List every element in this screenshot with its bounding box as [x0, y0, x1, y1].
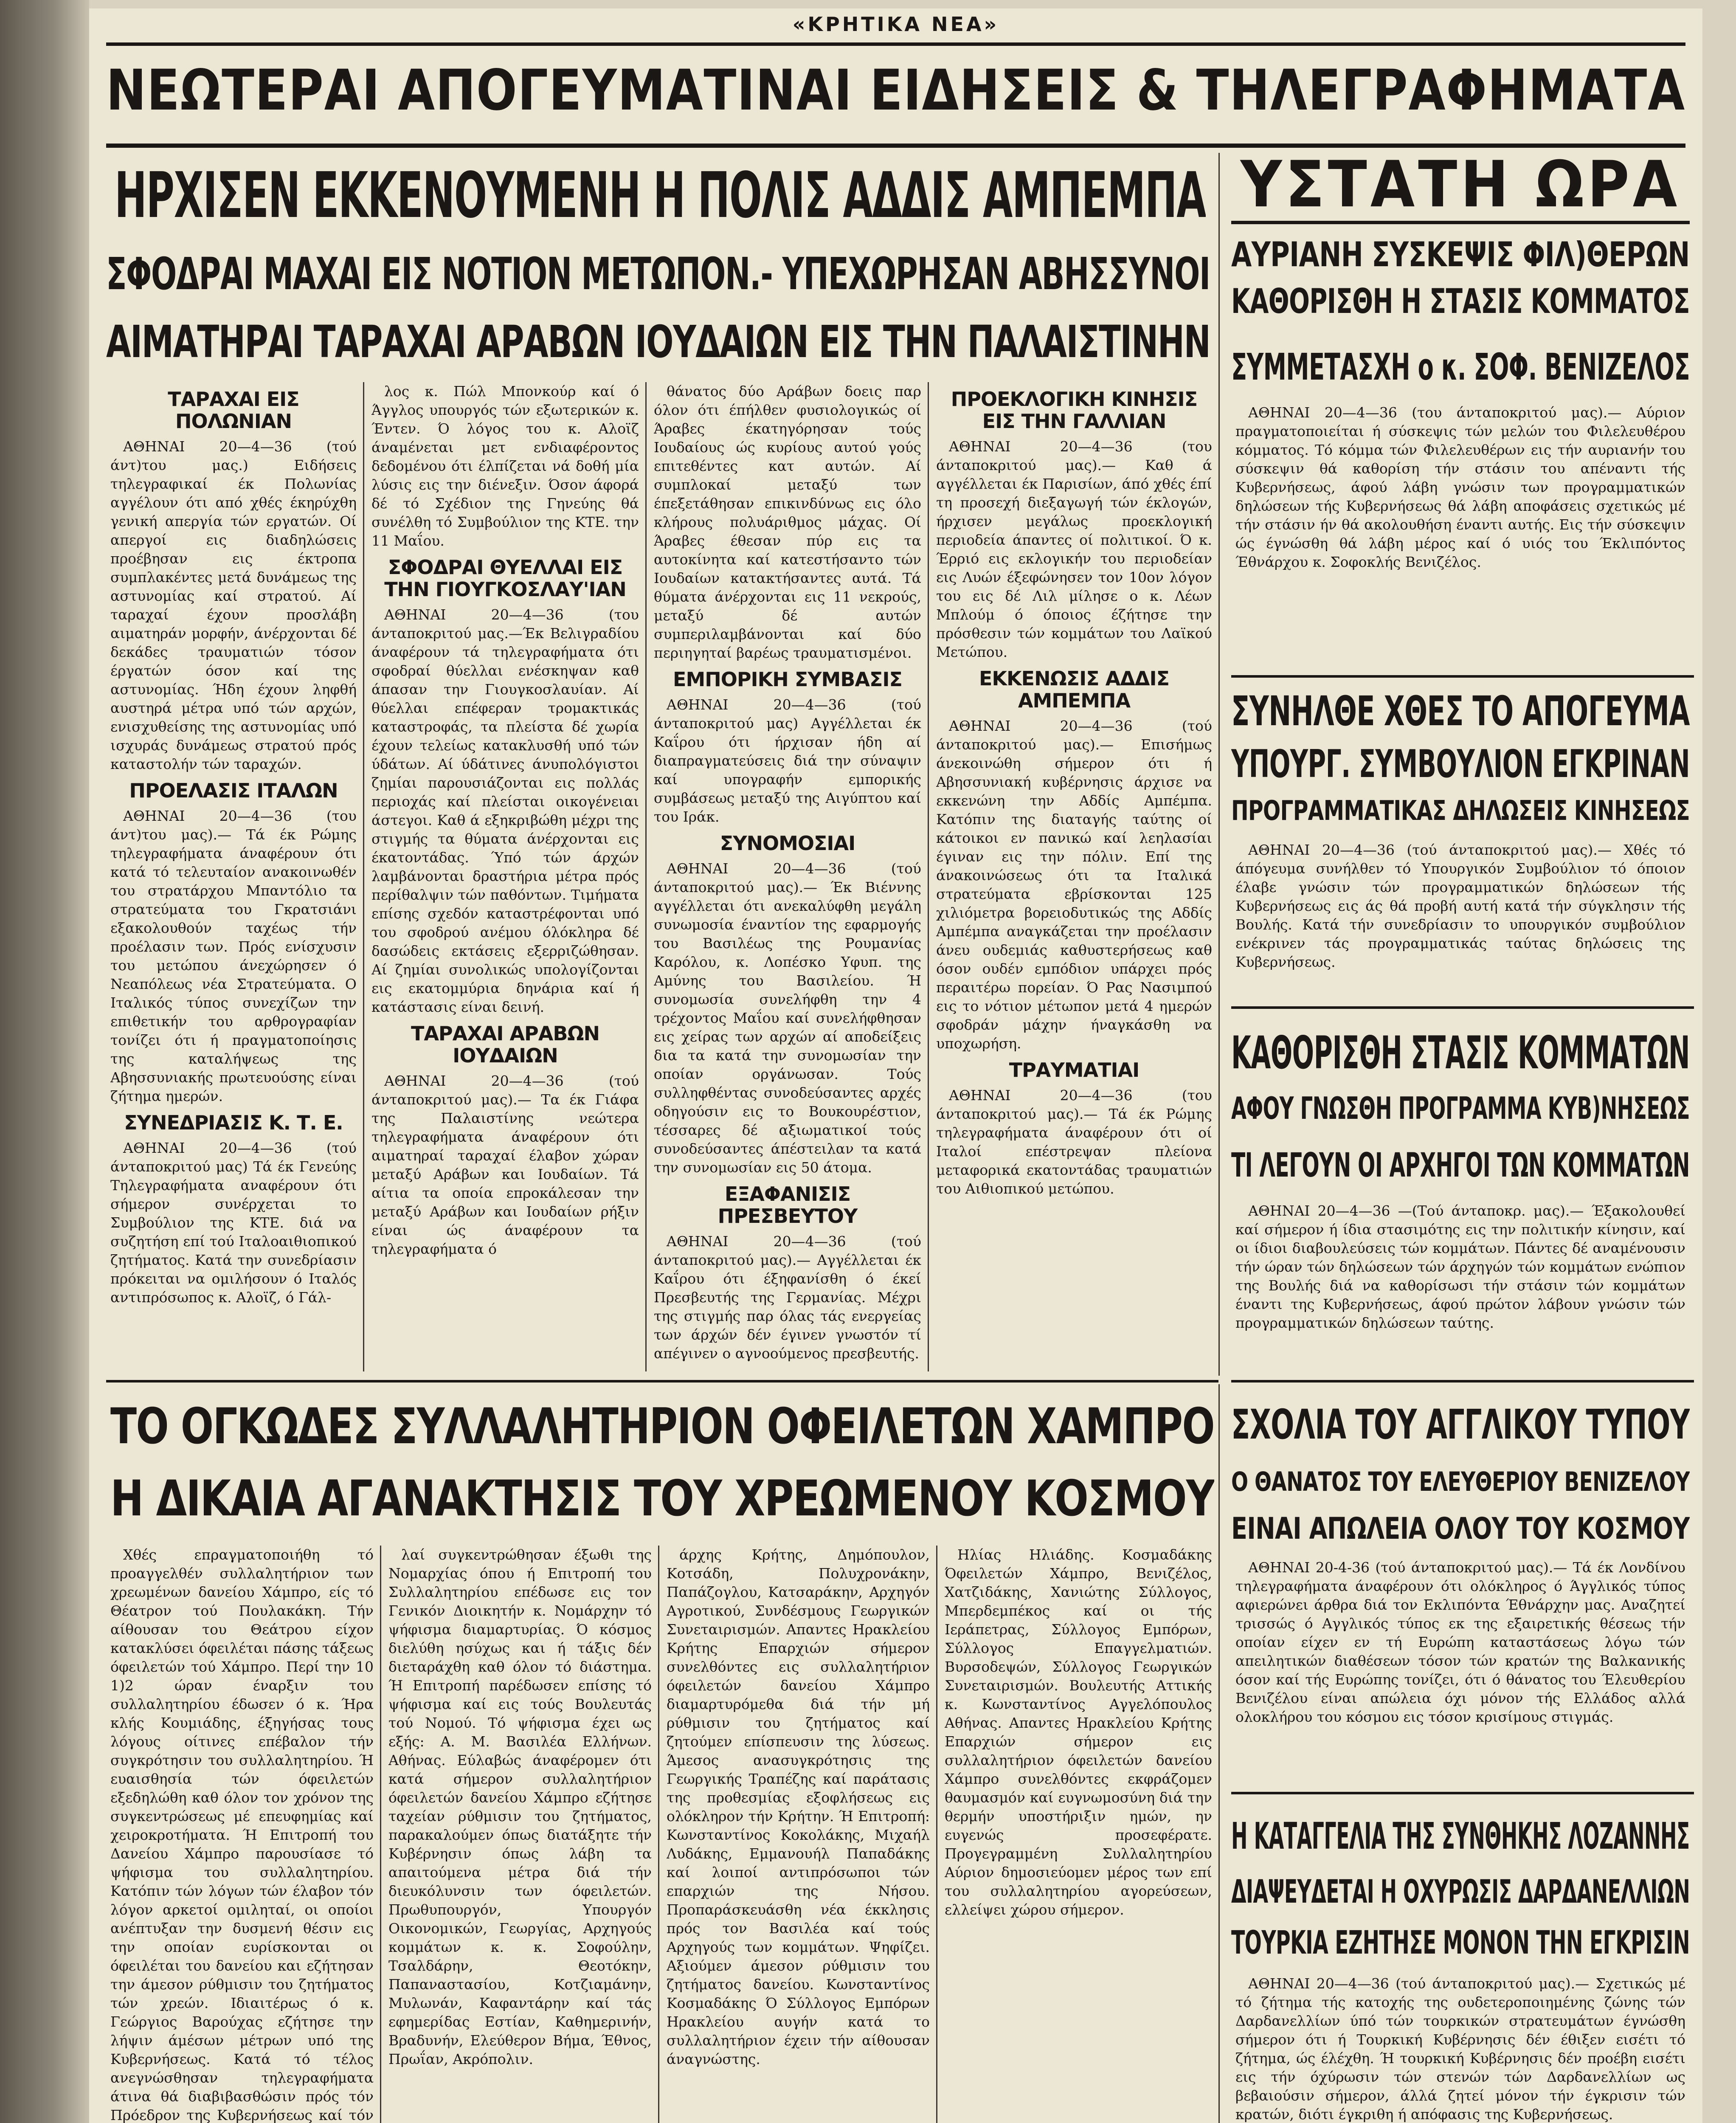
- late-news-headline-3: ΣΥΜΜΕΤΑΣΧΗ ο κ. ΣΟΦ. ΒΕΝΙΖΕΛΟΣ: [1231, 346, 1690, 389]
- column-rule: [645, 382, 647, 1371]
- column-4-headline-3: ΤΡΑΥΜΑΤΙΑΙ: [1009, 1059, 1140, 1081]
- lead-headline-2: ΣΦΟΔΡΑΙ ΜΑΧΑΙ ΕΙΣ ΝΟΤΙΟΝ ΜΕΤΩΠΟΝ.- ΥΠΕΧΩΡΗΣΑΝ ΑΒΗΣΣΥΝΟΙ: [106, 248, 1210, 300]
- section-divider: [1231, 1792, 1694, 1794]
- cabinet-headline-1: ΣΥΝΗΛΘΕ ΧΘΕΣ ΤΟ ΑΠΟΓΕΥΜΑ: [1231, 687, 1690, 735]
- rally-column-3: άρχης Κρήτης, Δημόπουλον, Κοτσάδη, Πολυχρονάκην, Παπάζογλου, Κατσαράκην, Αρχηγόν Αγροτικού, Συνδέσμους Γεωργικών Συνεταιρισμών. Απαντες Ηρακλείου Κρήτης Επαρχιών σήμερον συνελθόντες εις συλλαλητήριον όφειλετών δανείου Χάμπρο διαμαρτυρόμεθα διά τήν μή ρύθμισιν του ζητήματος καί ζητούμεν επίσπευσιν της λύσεως. Άμεσος ανασυγκρότησις της Γεωργικής Τραπέζης καί παράτασις της προθεσμίας εξοφλήσεως εις ολόκληρον τήν Κρήτην. Ή Επιτροπή: Κωνσταντίνος Κοκολάκης, Μιχαήλ Λυδάκης, Εμμανουήλ Παπαδάκης καί λοιποί αντιπρόσωποι τών επαρχιών της Νήσου. Προπαράσκευάσθη νέα έκκλησις πρός τον Βασιλέα καί τούς Αρχηγούς των κομμάτων. Ψηφίζει. Αξιούμεν άμεσον ρύθμισιν του ζητήματος δανείου. Κωνσταντίνος Κοσμαδάκης Ό Σύλλογος Εμπόρων Ηρακλείου αυγήν κατά το συλλαλητήριον έχειν τήν αίθουσαν άναγνώστης.: [667, 1546, 930, 2067]
- late-news-headline-2: ΚΑΘΟΡΙΣΘΗ Η ΣΤΑΣΙΣ ΚΟΜΜΑΤΟΣ: [1231, 282, 1690, 321]
- newspaper-page: [89, 8, 1702, 2123]
- column-2-headline-2: ΤΑΡΑΧΑΙ ΑΡΑΒΩΝ ΙΟΥΔΑΙΩΝ: [411, 1022, 600, 1067]
- cabinet-headline-3: ΠΡΟΓΡΑΜΜΑΤΙΚΑΣ ΔΗΛΩΣΕΙΣ ΚΙΝΗΣΕΩΣ: [1231, 795, 1690, 827]
- rally-column-2: λαί συγκεντρώθησαν έξωθι της Νομαρχίας όπου ή Επιτροπή του Συλλαλητηρίου επέδωσε εις τον Γενικόν Διοικητήν κ. Νομάρχην τό ψήφισμα διαμαρτυρίας. Ό κόσμος διελύθη ησύχως και ή τάξις δέν διεταράχθη καθ όλον τό διάστημα. Ή Επιτροπή παρέδωσεν επίσης τό ψήφισμα καί εις τούς Βουλευτάς τού Νομού. Τό ψήφισμα έχει ως εξής: Α. Μ. Βασιλέα Ελλήνων. Αθήνας. Εύλαβώς άναφέρομεν ότι κατά σήμερον συλλαλητήριον όφειλετών δανείου Χάμπρο εζήτησε ταχείαν ρύθμισιν του ζητήματος, παρακαλούμεν όπως διατάξητε τήν Κυβέρνησιν όπως λάβη τα απαιτούμενα μέτρα διά τήν διευκόλυνσιν των όφειλετών. Πρωθυπουργόν, Υπουργόν Οικονομικών, Γεωργίας, Αρχηγούς κομμάτων κ. κ. Σοφούλην, Τσαλδάρην, Θεοτόκην, Παπαναστασίου, Κοτζιαμάνην, Μυλωνάν, Καφαντάρην καί τάς εφημερίδας Εστίαν, Καθημερινήν, Βραδυνήν, Ελεύθερον Βήμα, Έθνος, Πρωΐαν, Ακρόπολιν.: [388, 1546, 652, 2067]
- rally-column-4: Ηλίας Ηλιάδης. Κοσμαδάκης Όφειλετών Χάμπρο, Βενιζέλος, Χατζιδάκης, Χανιώτης Σύλλογος, Μπερδεμπέκος καί οι τής Ιεράπετρας, Σύλλογος Εμπόρων, Σύλλογος Επαγγελματιών. Βυρσοδεψών, Σύλλογος Γεωργικών Συνεταιρισμών. Βουλευτής Αττικής κ. Κωνσταντίνος Αγγελόπουλος Αθήνας. Απαντες Ηρακλείου Κρήτης Επαρχιών σήμερον εις συλλαλητήριον όφειλετών δανείου Χάμπρο συνελθόντες εκφράζομεν θαυμασμόν καί ευγνωμοσύνη διά την θερμήν υποστήριξιν ημών, ην ευγενώς προσεφέρατε. Προγεγραμμένη Συλλαλητηρίου Αύριον δημοσιεύομεν μέρος των επί του συλλαλητηρίου αγορεύσεων, ελλείψει χώρου σήμερον.: [945, 1546, 1212, 1918]
- news-column-4: ΠΡΟΕΚΛΟΓΙΚΗ ΚΙΝΗΣΙΣ ΕΙΣ ΤΗΝ ΓΑΛΛΙΑΝ ΑΘΗΝΑΙ 20—4—36 (του άνταποκριτού μας).— Καθ ά αγγέλλεται έκ Παρισίων, άπό χθές έπί τη προσεχή διεξαγωγή τών έκλογών, ήρχισεν μεγάλως προεκλογική περιοδεία άπαντες οί πολιτικοί. Ό κ. Έρριό εις εκλογικήν του περιοδείαν εις Λυών έξεφώνησεν τον 10ον λόγον του εις δέ Λιλ μίλησε ο κ. Λέων Μπλούμ ό όποιος έζήτησε την πρόσθεσιν τών κομμάτων του Λαϊκού Μετώπου. ΕΚΚΕΝΩΣΙΣ ΑΔΔΙΣ ΑΜΠΕΜΠΑ ΑΘΗΝΑΙ 20—4—36 (τού άνταποκριτού μας).— Επισήμως άνεκοινώθη σήμερον ότι ή Αβησσυνιακή κυβέρνησις άρχισε να εκκενώνη την Αδδίς Αμπέμπα. Κατόπιν της διαταγής ταύτης οί κάτοικοι εν πανικώ καί λεηλασίαι έγιναν εις την πόλιν. Επί της άνακοινώσεως ότι τα Ιταλικά στρατεύματα εβρίσκονται 125 χιλιόμετρα βορειοδυτικώς της Αδδίς Αμπέμπα αναγκάζεται την προέλασιν άνευ ουδεμιάς καθυστερήσεως καθ όσον ουδέν εμπόδιον υπάρχει πρός περαιτέρω πορείαν. Ό Ρας Νασιμπού εις το νότιον μέτωπον μετά 4 ημερών σφοδράν μάχην ήναγκάσθη να υποχωρήση. ΤΡΑΥΜΑΤΙΑΙ ΑΘΗΝΑΙ 20—4—36 (του άνταποκριτού μας).— Τά έκ Ρώμης τηλεγραφήματα άναφέρουν ότι οί Ιταλοί επέστρεψαν πλείονα μεταφορικά εκατοντάδας τραυματιών του Αιθιοπικού μετώπου.: [936, 388, 1212, 1197]
- rally-headline-1: ΤΟ ΟΓΚΩΔΕΣ ΣΥΛΛΑΛΗΤΗΡΙΟΝ ΟΦΕΙΛΕΤΩΝ ΧΑΜΠΡΟ: [110, 1398, 1214, 1455]
- parties-headline-2: ΑΦΟΥ ΓΝΩΣΘΗ ΠΡΟΓΡΑΜΜΑ ΚΥΒ)ΝΗΣΕΩΣ: [1231, 1090, 1690, 1126]
- column-1-headline-1: ΤΑΡΑΧΑΙ ΕΙΣ ΠΟΛΩΝΙΑΝ: [168, 388, 299, 433]
- column-rule: [1218, 153, 1220, 1376]
- column-rule: [1218, 1384, 1220, 2123]
- parties-headline-3: ΤΙ ΛΕΓΟΥΝ ΟΙ ΑΡΧΗΓΟΙ ΤΩΝ ΚΟΜΜΑΤΩΝ: [1231, 1146, 1690, 1185]
- column-3-headline-1: ΕΜΠΟΡΙΚΗ ΣΥΜΒΑΣΙΣ: [673, 668, 902, 691]
- rally-headline-2: Η ΔΙΚΑΙΑ ΑΓΑΝΑΚΤΗΣΙΣ ΤΟΥ ΧΡΕΩΜΕΝΟΥ ΚΟΣΜΟΥ: [110, 1470, 1214, 1527]
- section-divider: [1231, 675, 1694, 678]
- column-4-headline-2: ΕΚΚΕΝΩΣΙΣ ΑΔΔΙΣ ΑΜΠΕΜΠΑ: [979, 667, 1170, 712]
- press-headline-1: ΣΧΟΛΙΑ ΤΟΥ ΑΓΓΛΙΚΟΥ ΤΥΠΟΥ: [1231, 1401, 1690, 1448]
- news-column-3: θάνατος δύο Αράβων δοεις παρ όλον ότι έπήλθεν φυσιολογικώς οί Άραβες έκατηγόρησαν τούς Ιουδαίους ώς κυρίους αυτού γούς επιτεθέντες κατ αυτών. Αί συμπλοκαί μεταξύ των έπεξετάθησαν επικινδύνως εις όλο κλήρους πολυάριθμος μάχας. Οί Άραβες έθεσαν πύρ εις τα αυτοκίνητα καί κατεστήσαντο τών Ιουδαίων κατακτήσαντες αυτά. Τά θύματα άνέρχονται εις 11 νεκρούς, μεταξύ δέ αυτών συμπεριλαμβάνονται καί δύο περιηγηταί βαρέως τραυματισμένοι. ΕΜΠΟΡΙΚΗ ΣΥΜΒΑΣΙΣ ΑΘΗΝΑΙ 20—4—36 (τού άνταποκριτού μας) Αγγέλλεται έκ Καΐρου ότι ήρχισαν ήδη αί διαπραγματεύσεις διά την σύναψιν καί υπογραφήν εμπορικής συμβάσεως μεταξύ της Αιγύπτου καί του Ιράκ. ΣΥΝΟΜΟΣΙΑΙ ΑΘΗΝΑΙ 20—4—36 (τού άνταποκριτού μας).— Έκ Βιέννης αγγέλλεται ότι ανεκαλύφθη μεγάλη συνωμοσία έναντίον της εφαρμογής του Βασιλέως της Ρουμανίας Καρόλου, κ. Λοπέσκο Υφυπ. της Αμύνης του Βασιλείου. Ή συνομωσία συνελήφθη την 4 τρέχοντος Μαΐου καί συνελήφθησαν εις χείρας των αρχών αί αποδείξεις δια τα κατά την συνομωσίαν την οποίαν οργάνωσαν. Τούς συλληφθέντας συνοδεύσαντες αρχές οδηγούσιν εις το Βουκουρέστιον, τέσσαρες δέ αξιωματικοί τούς συνοδεύσαντες άπέστειλαν τα κατά την συνομωσίαν εις 50 άτομα. ΕΞΑΦΑΝΙΣΙΣ ΠΡΕΣΒΕΥΤΟΥ ΑΘΗΝΑΙ 20—4—36 (τού άνταποκριτού μας).— Αγγέλλεται έκ Καΐρου ότι έξηφανίσθη ό έκεί Πρεσβευτής της Γερμανίας. Μέχρι της στιγμής παρ όλας τάς ενεργείας των άρχών δέν έγινεν γνωστόν τί απέγινεν ο αγνοούμενος πρεσβευτής.: [654, 383, 921, 1362]
- column-rule: [928, 382, 929, 1371]
- column-1-headline-2: ΠΡΟΕΛΑΣΙΣ ΙΤΑΛΩΝ: [129, 779, 338, 802]
- news-column-2: λος κ. Πώλ Μπονκούρ καί ό Άγγλος υπουργός τών εξωτερικών κ. Έντεν. Ό λόγος του κ. Αλοϊζ άναμένεται μετ ενδιαφέροντος δεδομένου ότι έλπίζεται νά δοθή μία λύσις εις την διένεξιν. Όσον άφορά δέ τό Σχέδιον της Γηνεύης θά συνέλθη τό Συμβούλιον της ΚΤΕ. την 11 Μαΐου. ΣΦΟΔΡΑΙ ΘΥΕΛΛΑΙ ΕΙΣ ΤΗΝ ΓΙΟΥΓΚΟΣΛΑΥ'ΙΑΝ ΑΘΗΝΑΙ 20—4—36 (του άνταποκριτού μας.—Έκ Βελιγραδίου άναφέρουν τά τηλεγραφήματα ότι σφοδραί θύελλαι ενέσκηψαν καθ άπασαν την Γιουγκοσλαυίαν. Αί θύελλαι επέφεραν τρομακτικάς καταστροφάς, τα πλείστα δέ χωρία έχουν τελείως κατακλυσθή υπό τών ύδάτων. Αί ύδάτινες άνυπολόγιστοι ζημίαι παρουσιάζονται εις πολλάς περιοχάς καί πλείσται οικογένειαι άστεγοι. Καθ ά εξηκριβώθη μέχρι της στιγμής τα θύματα άνέρχονται εις έκατοντάδας. Ύπό τών άρχών λαμβάνονται δραστήρια μέτρα πρός περίθαλψιν τών παθόντων. Τιμήματα επίσης σχεδόν καταστρέφονται υπό του σφοδρού ανέμου όλόκληρα δέ δασώδεις εκτάσεις εξερριζώθησαν. Αί ζημίαι συνολικώς υπολογίζονται εις εκατομμύρια δηνάρια καί ή κατάστασις είναι δεινή. ΤΑΡΑΧΑΙ ΑΡΑΒΩΝ ΙΟΥΔΑΙΩΝ ΑΘΗΝΑΙ 20—4—36 (τού άνταποκριτού μας).— Τα έκ Γιάφα της Παλαιστίνης νεώτερα τηλεγραφήματα άναφέρουν ότι αιματηραί ταραχαί έλαβον χώραν μεταξύ Αράβων και Ιουδαίων. Τά αίτια τα οποία επροκάλεσαν την μεταξύ Αράβων και Ιουδαίων ρήξιν είναι ώς άναφέρουν τα τηλεγραφήματα ό: [371, 383, 639, 1257]
- lausanne-headline-1: Η ΚΑΤΑΓΓΕΛΙΑ ΤΗΣ ΣΥΝΘΗΚΗΣ ΛΟΖΑΝΝΗΣ: [1231, 1815, 1690, 1858]
- press-headline-2: Ο ΘΑΝΑΤΟΣ ΤΟΥ ΕΛΕΥΘΕΡΙΟΥ ΒΕΝΙΖΕΛΟΥ: [1231, 1466, 1690, 1497]
- cabinet-headline-2: ΥΠΟΥΡΓ. ΣΥΜΒΟΥΛΙΟΝ ΕΓΚΡΙΝΑΝ: [1231, 742, 1690, 786]
- press-headline-3: ΕΙΝΑΙ ΑΠΩΛΕΙΑ ΟΛΟΥ ΤΟΥ ΚΟΣΜΟΥ: [1231, 1511, 1690, 1546]
- column-2-headline-1: ΣΦΟΔΡΑΙ ΘΥΕΛΛΑΙ ΕΙΣ ΤΗΝ ΓΙΟΥΓΚΟΣΛΑΥ'ΙΑΝ: [384, 556, 626, 601]
- section-divider: [1231, 1006, 1694, 1009]
- section-banner: ΝΕΩΤΕΡΑΙ ΑΠΟΓΕΥΜΑΤΙΝΑΙ ΕΙΔΗΣΕΙΣ & ΤΗΛΕΓΡΑΦΗΜΑΤΑ: [106, 42, 1685, 148]
- news-column-1: ΤΑΡΑΧΑΙ ΕΙΣ ΠΟΛΩΝΙΑΝ ΑΘΗΝΑΙ 20—4—36 (τού άντ)του μας.) Ειδήσεις τηλεγραφικαί έκ Πολωνίας αγγέλουν ότι από χθές έκηρύχθη γενική απεργία τών εργατών. Οί απεργοί εις διαδηλώσεις προέβησαν εις έκτροπα συμπλακέντες μετά δυνάμεως της αστυνομίας καί στρατού. Αί ταραχαί έχουν προσλάβη αιματηράν μορφήν, άνέρχονται δέ δεκάδες τραυματιών τόσον έργατών όσον καί της αστυνομίας. Ήδη έχουν ληφθή αυστηρά μέτρα υπό τών αρχών, ενισχυθείσης της αστυνομίας υπό ισχυράς δυνάμεως στρατού πρός καταστολήν τών ταραχών. ΠΡΟΕΛΑΣΙΣ ΙΤΑΛΩΝ ΑΘΗΝΑΙ 20—4—36 (του άντ)του μας).— Τά έκ Ρώμης τηλεγραφήματα άναφέρουν ότι κατά τό τελευταίον ανακοινωθέν του στρατάρχου Μπαντόλιο τα στρατεύματα του Γκρατσιάνι εξακολουθούν ταχέως τήν προέλασιν των. Πρός ενίσχυσιν του μετώπου άνεχώρησεν ό Νεαπόλεως νέα Στρατεύματα. Ο Ιταλικός τύπος συνεχίζων την επιθετικήν του αρθρογραφίαν τονίζει ότι ή πραγματοποίησις της καταλήψεως της Αβησσυνιακής πρωτευούσης είναι ζήτημα ημερών. ΣΥΝΕΔΡΙΑΣΙΣ Κ. Τ. Ε. ΑΘΗΝΑΙ 20—4—36 (τού άνταποκριτού μας) Τά έκ Γενεύης Τηλεγραφήματα αναφέρουν ότι σήμερον συνέρχεται το Συμβούλιον της ΚΤΕ. διά να συζητήση επί τού Ιταλοαιθιοπικού ζητήματος. Κατά την συνεδρίασιν πρόκειται να ομιλήσουν ό Ιταλός αντιπρόσωπος κ. Αλοϊζ, ό Γάλ-: [110, 388, 357, 1306]
- column-rule: [936, 1546, 937, 2123]
- column-3-headline-3: ΕΞΑΦΑΝΙΣΙΣ ΠΡΕΣΒΕΥΤΟΥ: [717, 1183, 858, 1228]
- section-divider: [1231, 1380, 1694, 1382]
- column-rule: [380, 1546, 381, 2123]
- column-1-headline-3: ΣΥΝΕΔΡΙΑΣΙΣ Κ. Τ. Ε.: [124, 1111, 343, 1134]
- parties-headline-1: ΚΑΘΟΡΙΣΘΗ ΣΤΑΣΙΣ ΚΟΜΜΑΤΩΝ: [1231, 1027, 1690, 1079]
- column-rule: [658, 1546, 659, 2123]
- column-3-headline-2: ΣΥΝΟΜΟΣΙΑΙ: [720, 832, 855, 855]
- lausanne-headline-2: ΔΙΑΨΕΥΔΕΤΑΙ Η ΟΧΥΡΩΣΙΣ ΔΑΡΔΑΝΕΛΛΙΩΝ: [1231, 1872, 1690, 1910]
- section-divider: [106, 1380, 1218, 1382]
- lead-headline-1: ΗΡΧΙΣΕΝ ΕΚΚΕΝΟΥΜΕΝΗ Η ΠΟΛΙΣ ΑΔΔΙΣ ΑΜΠΕΜΠΑ: [115, 159, 1206, 232]
- lead-headline-3: ΑΙΜΑΤΗΡΑΙ ΤΑΡΑΧΑΙ ΑΡΑΒΩΝ ΙΟΥΔΑΙΩΝ ΕΙΣ ΤΗΝ ΠΑΛΑΙΣΤΙΝΗΝ: [106, 316, 1210, 368]
- column-4-headline-1: ΠΡΟΕΚΛΟΓΙΚΗ ΚΙΝΗΣΙΣ ΕΙΣ ΤΗΝ ΓΑΛΛΙΑΝ: [951, 388, 1198, 433]
- rally-column-1: Χθές επραγματοποιήθη τό προαγγελθέν συλλαλητήριον των χρεωμένων δανείου Χάμπρο, είς τό Θέατρον τού Πουλακάκη. Τήν αίθουσαν του Θεάτρου είχον κατακλύσει όφειλέται πάσης τάξεως όφειλετών τού Χάμπρο. Περί την 10 1)2 ώραν έναρξιν του συλλαλητηρίου έδωσεν ό κ. Ήρα κλής Κουμιάδης, έξηγήσας τους λόγους οίτινες επέβαλον τήν συγκρότησιν του συλλαλητηρίου. Ή ευαισθησία τών όφειλετών εξεδηλώθη καθ όλον τον χρόνον της συγκεντρώσεως μέ επευφημίας καί χειροκροτήματα. Ή Επιτροπή του Δανείου Χάμπρο παρουσίασε τό ψήφισμα του συλλαλητηρίου. Κατόπιν τών λόγων τών έλαβον τόν λόγον αρκετοί ομιληταί, οι οποίοι ανέπτυξαν την δυσμενή θέσιν εις την οποίαν ευρίσκονται οι όφειλέται του δανείου και εζήτησαν την άμεσον ρύθμισιν του ζητήματος τών χρεών. Ιδιαιτέρως ό κ. Γεώργιος Βαρούχας εζήτησε την λήψιν άμέσων μέτρων υπό της Κυβερνήσεως. Κατά τό τέλος ανεγνώσθησαν τηλεγραφήματα άτινα θά διαβιβασθώσιν πρός τόν Πρόεδρον της Κυβερνήσεως καί τόν: [110, 1546, 374, 2123]
- column-rule: [363, 382, 364, 1371]
- press-body: ΑΘΗΝΑΙ 20-4-36 (τού άνταποκριτού μας).— Τά έκ Λονδίνου τηλεγραφήματα άναφέρουν ότι ολόκληρος ό Άγγλικός τύπος αφιερώνει άρθρα διά τον Εκλιπόντα Έθνάρχην μας. Αναζητεί τρισσώς ό Αγγλικός τύπος εκ της εξαιρετικής θέσεως τήν οποίαν είχεν εν τή Ευρώπη καταστάσεως λόγω τών απειλητικών διαθέσεων τόσον τών κρατών της Βαλκανικής όσον καί τής Ευρώπης τονίζει, ότι ό θάνατος του Έλευθερίου Βενιζέλου είναι απώλεια όχι μόνον τής Ελλάδος αλλά ολοκλήρου του κόσμου εις τόσον κρισίμους στιγμάς.: [1235, 1559, 1685, 1725]
- late-news-headline-1: ΑΥΡΙΑΝΗ ΣΥΣΚΕΨΙΣ ΦΙΛ)ΘΕΡΩΝ: [1231, 235, 1690, 274]
- binding-edge: [0, 0, 89, 2123]
- cabinet-body: ΑΘΗΝΑΙ 20—4—36 (τού άνταποκριτού μας).— Χθές τό άπόγευμα συνήλθεν τό Υπουργικόν Συμβούλιον τό όποιον έλαβε γνώσιν τών προγραμματικών δηλώσεων τής Κυβερνήσεως εις άς θά προβή αυτή κατά τήν σύγκλησιν τής Βουλής. Κατά τήν συνεδρίασιν το υπουργικόν συμβούλιον ενέκρινεν τάς προγραμματικάς ταύτας δηλώσεις της Κυβερνήσεως.: [1235, 842, 1685, 970]
- newspaper-masthead: «ΚΡΗΤΙΚΑ ΝΕΑ»: [792, 13, 999, 36]
- lausanne-headline-3: ΤΟΥΡΚΙΑ ΕΖΗΤΗΣΕ ΜΟΝΟΝ ΤΗΝ ΕΓΚΡΙΣΙΝ: [1231, 1923, 1690, 1961]
- parties-body: ΑΘΗΝΑΙ 20—4—36 —(Τού άνταποκρ. μας).— Έξακολουθεί καί σήμερον ή ίδια στασιμότης εις την πολιτικήν κίνησιν, καί οι ίδιοι διαβουλεύσεις τών κομμάτων. Πάντες δέ αναμένουσιν τήν ώραν τών δηλώσεων τών άρχηγών τών κομμάτων ενώπιον της Βουλής διά να καθορίσωσι τήν στάσιν τών κομμάτων έναντι της Κυβερνήσεως, άφού πρώτον λάβουν γνώσιν τών προγραμματικών δηλώσεων ταύτης.: [1235, 1202, 1685, 1331]
- lausanne-body: ΑΘΗΝΑΙ 20—4—36 (τού άνταποκριτού μας).— Σχετικώς μέ τό ζήτημα τής κατοχής της ουδετεροποιημένης ζώνης τών Δαρδανελλίων ύπό τών τουρκικών στρατευμάτων έγνώσθη σήμερον ότι ή Τουρκική Κυβέρνησις δέν έθιξεν εισέτι τό ζήτημα, ώς έλέχθη. Ή τουρκική Κυβέρνησις δέν προέβη εισέτι εις τήν όχύρωσιν τών στενών τών Δαρδανελλίων ως βεβαιούσιν σήμερον, άλλά ζητεί μόνον τήν έγκρισιν τών κρατών, διότι έγκριθη ή απόφασις της Κυβερνήσεως.: [1235, 1975, 1685, 2123]
- late-news-title: ΥΣΤΑΤΗ ΩΡΑ: [1231, 149, 1690, 224]
- late-news-body: ΑΘΗΝΑΙ 20—4—36 (του άνταποκριτού μας).— Αύριον πραγματοποιείται ή σύσκεψις τών μελών του Φιλελευθέρου κόμματος. Τό κόμμα τών Φιλελευθέρων εις τήν αυριανήν του σύσκεψιν θά καθορίση τήν στάσιν του απέναντι τής Κυβερνήσεως, άφού λάβη γνώσιν των προγραμματικών δηλώσεων τής Κυβερνήσεως θά λάβη αποφάσεις σχετικώς μέ τήν στάσιν ήν θά ακολουθήση έναντι αυτής. Εις τήν σύσκεψιν ώς έγνώσθη θά λάβη μέρος καί ό υιός του Έκλιπόντος Έθνάρχου κ. Σοφοκλής Βενιζέλος.: [1235, 404, 1685, 570]
